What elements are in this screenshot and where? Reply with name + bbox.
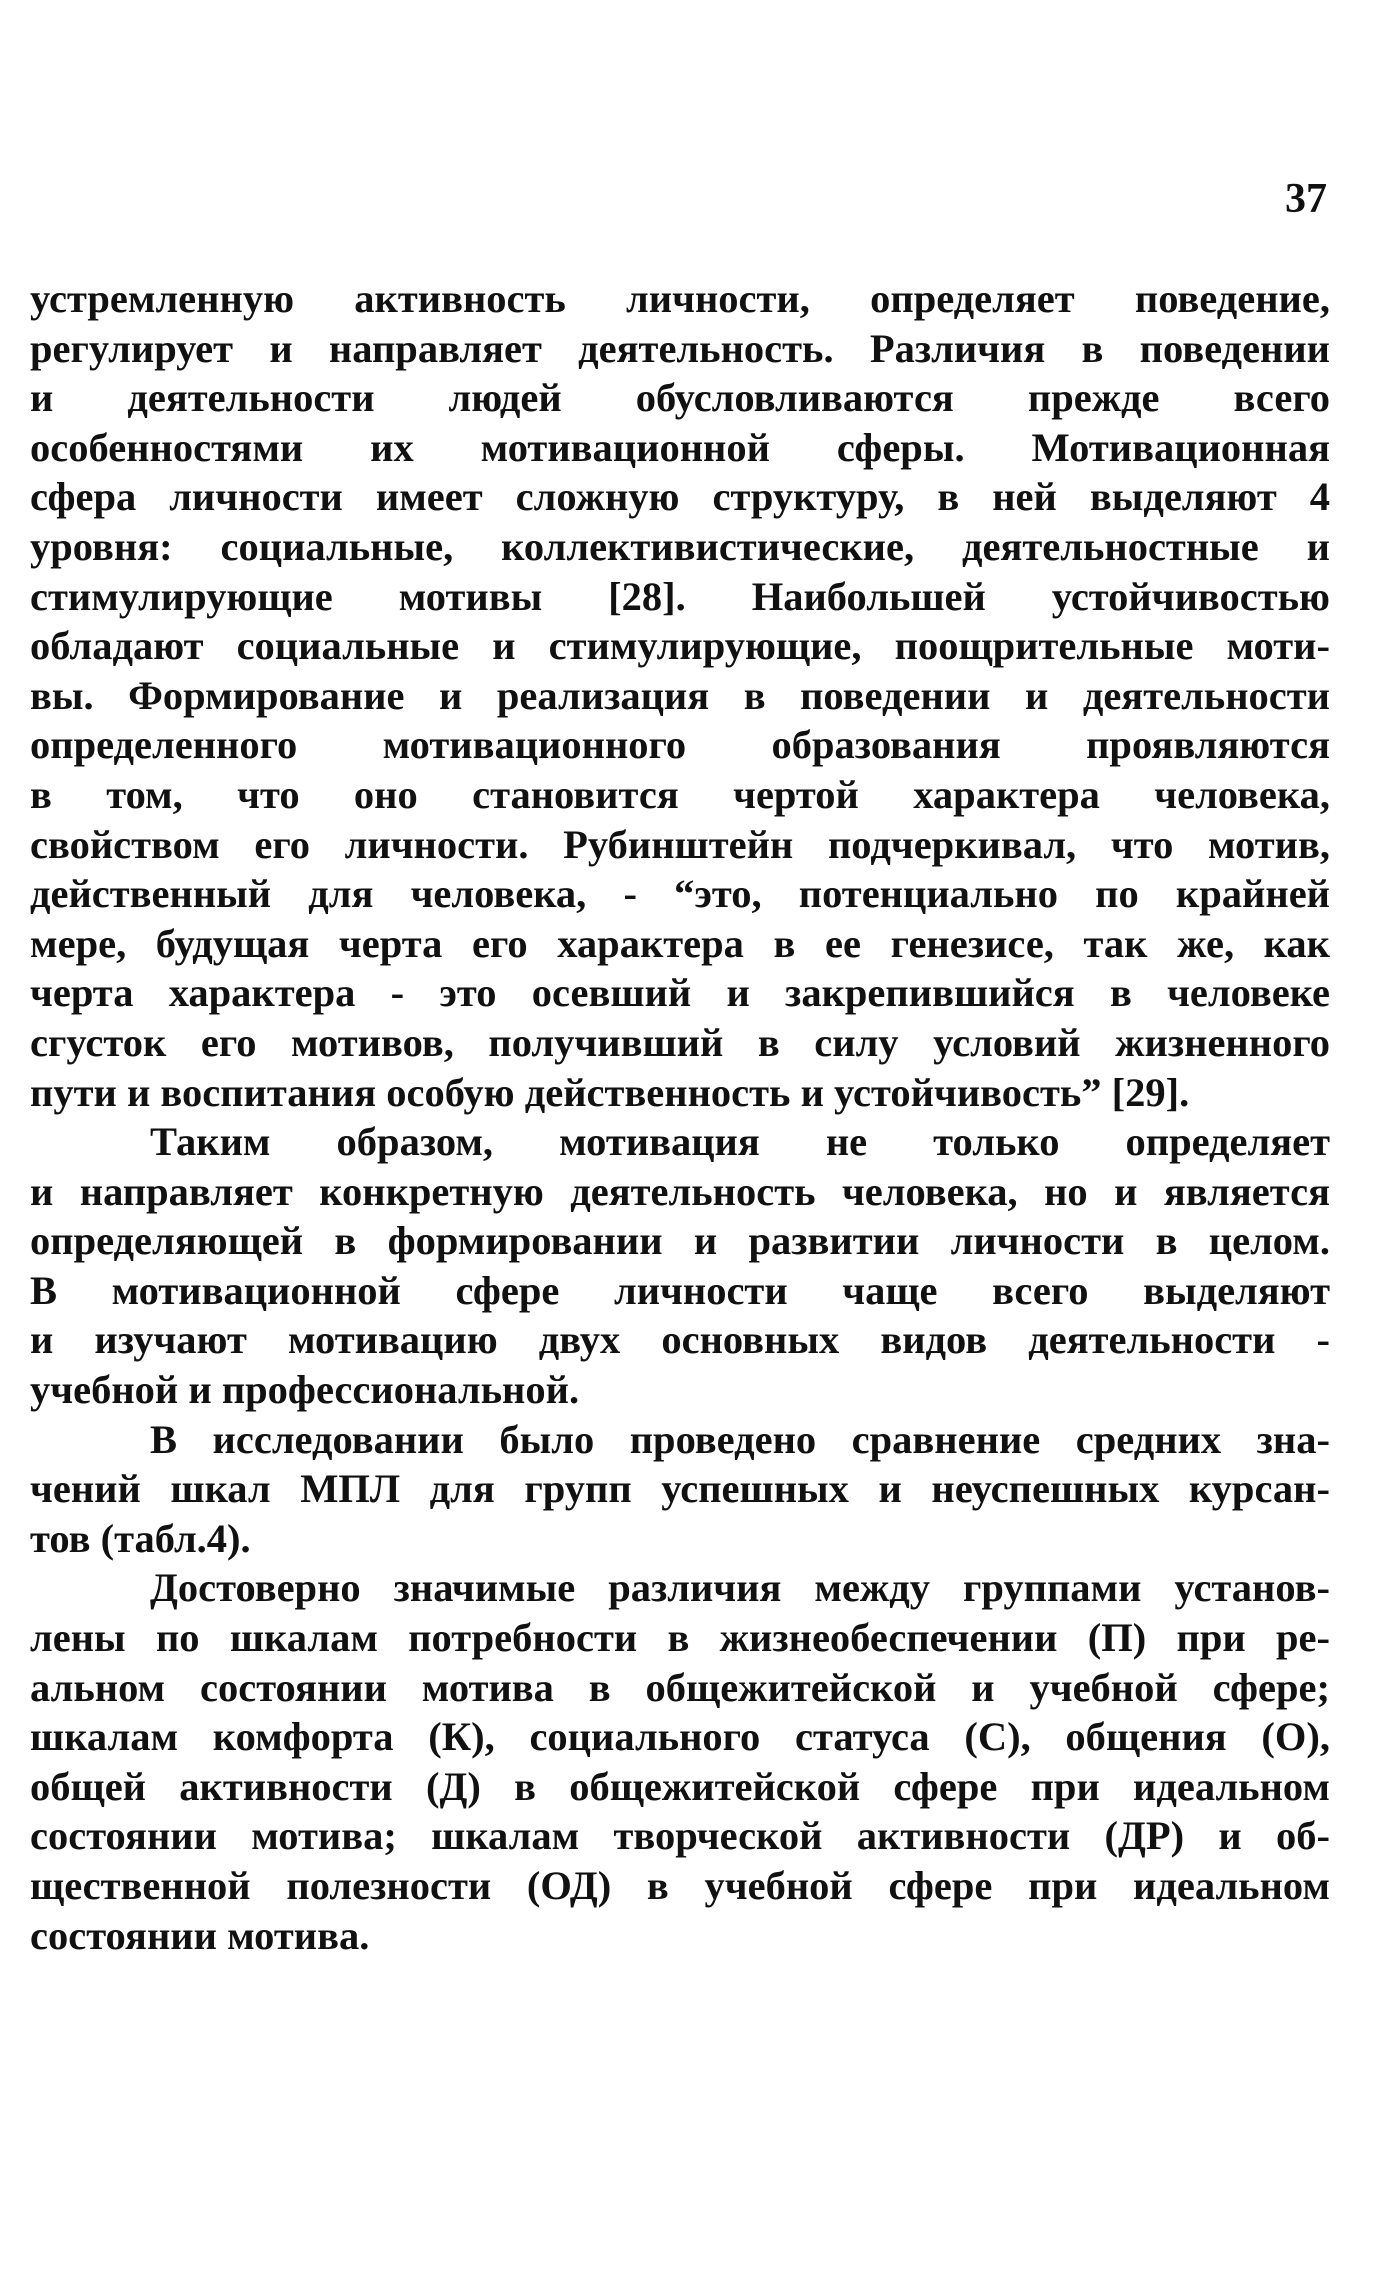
text-line: и деятельности людей обусловливаются прежде всего xyxy=(30,375,1330,421)
text-line: определенного мотивационного образования проявляются xyxy=(30,722,1330,768)
text-line: учебной и профессиональной. xyxy=(30,1367,580,1413)
text-line: В исследовании было проведено сравнение средних зна- xyxy=(150,1416,1330,1462)
text-line: сгусток его мотивов, получивший в силу условий жизненного xyxy=(30,1019,1330,1065)
text-line: в том, что оно становится чертой характера человека, xyxy=(30,771,1330,817)
paragraph xyxy=(30,1117,1330,1415)
text-line: состоянии мотива. xyxy=(30,1912,370,1958)
paragraph xyxy=(30,1563,1330,1960)
text-line: альном состоянии мотива в общежитейской и учебной сфере; xyxy=(30,1664,1330,1710)
page-number: 37 xyxy=(1285,176,1327,222)
text-line: стимулирующие мотивы [28]. Наибольшей устойчивостью xyxy=(30,573,1330,619)
text-line: черта характера - это осевший и закрепившийся в человеке xyxy=(30,970,1330,1016)
text-line: мере, будущая черта его характера в ее генезисе, так же, как xyxy=(30,920,1330,966)
paragraph xyxy=(30,1415,1330,1564)
text-line: состоянии мотива; шкалам творческой активности (ДР) и об- xyxy=(30,1813,1330,1859)
text-line: вы. Формирование и реализация в поведении и деятельности xyxy=(30,672,1330,718)
text-line: тов (табл.4). xyxy=(30,1515,251,1561)
text-line: и изучают мотивацию двух основных видов деятельности - xyxy=(30,1317,1330,1363)
text-line: Достоверно значимые различия между группами установ- xyxy=(150,1565,1330,1611)
text-line: действенный для человека, - “это, потенциально по крайней xyxy=(30,871,1330,917)
text-body xyxy=(30,274,1330,1960)
text-line: щественной полезности (ОД) в учебной сфере при идеальном xyxy=(30,1863,1330,1908)
text-line: регулирует и направляет деятельность. Различия в поведении xyxy=(30,325,1330,371)
paragraph xyxy=(30,274,1330,1117)
text-line: обладают социальные и стимулирующие, поощрительные моти- xyxy=(30,623,1330,669)
text-line: сфера личности имеет сложную структуру, в ней выделяют 4 xyxy=(30,474,1330,520)
text-line: свойством его личности. Рубинштейн подчеркивал, что мотив, xyxy=(30,821,1330,867)
text-line: общей активности (Д) в общежитейской сфере при идеальном xyxy=(30,1763,1330,1809)
text-line: лены по шкалам потребности в жизнеобеспечении (П) при ре- xyxy=(30,1615,1330,1661)
text-line: определяющей в формировании и развитии личности в целом. xyxy=(30,1218,1330,1264)
text-line: чений шкал МПЛ для групп успешных и неуспешных курсан- xyxy=(30,1466,1330,1512)
text-line: уровня: социальные, коллективистические, деятельностные и xyxy=(30,523,1330,569)
text-line: устремленную активность личности, определяет поведение, xyxy=(30,276,1330,321)
text-line: и направляет конкретную деятельность человека, но и является xyxy=(30,1168,1330,1214)
text-line: особенностями их мотивационной сферы. Мотивационная xyxy=(30,424,1330,470)
text-line: Таким образом, мотивация не только определяет xyxy=(150,1119,1330,1165)
text-line: шкалам комфорта (К), социального статуса (С), общения (О), xyxy=(30,1714,1330,1760)
text-line: пути и воспитания особую действенность и устойчивость” [29]. xyxy=(30,1069,1190,1115)
text-line: В мотивационной сфере личности чаще всего выделяют xyxy=(30,1267,1330,1313)
